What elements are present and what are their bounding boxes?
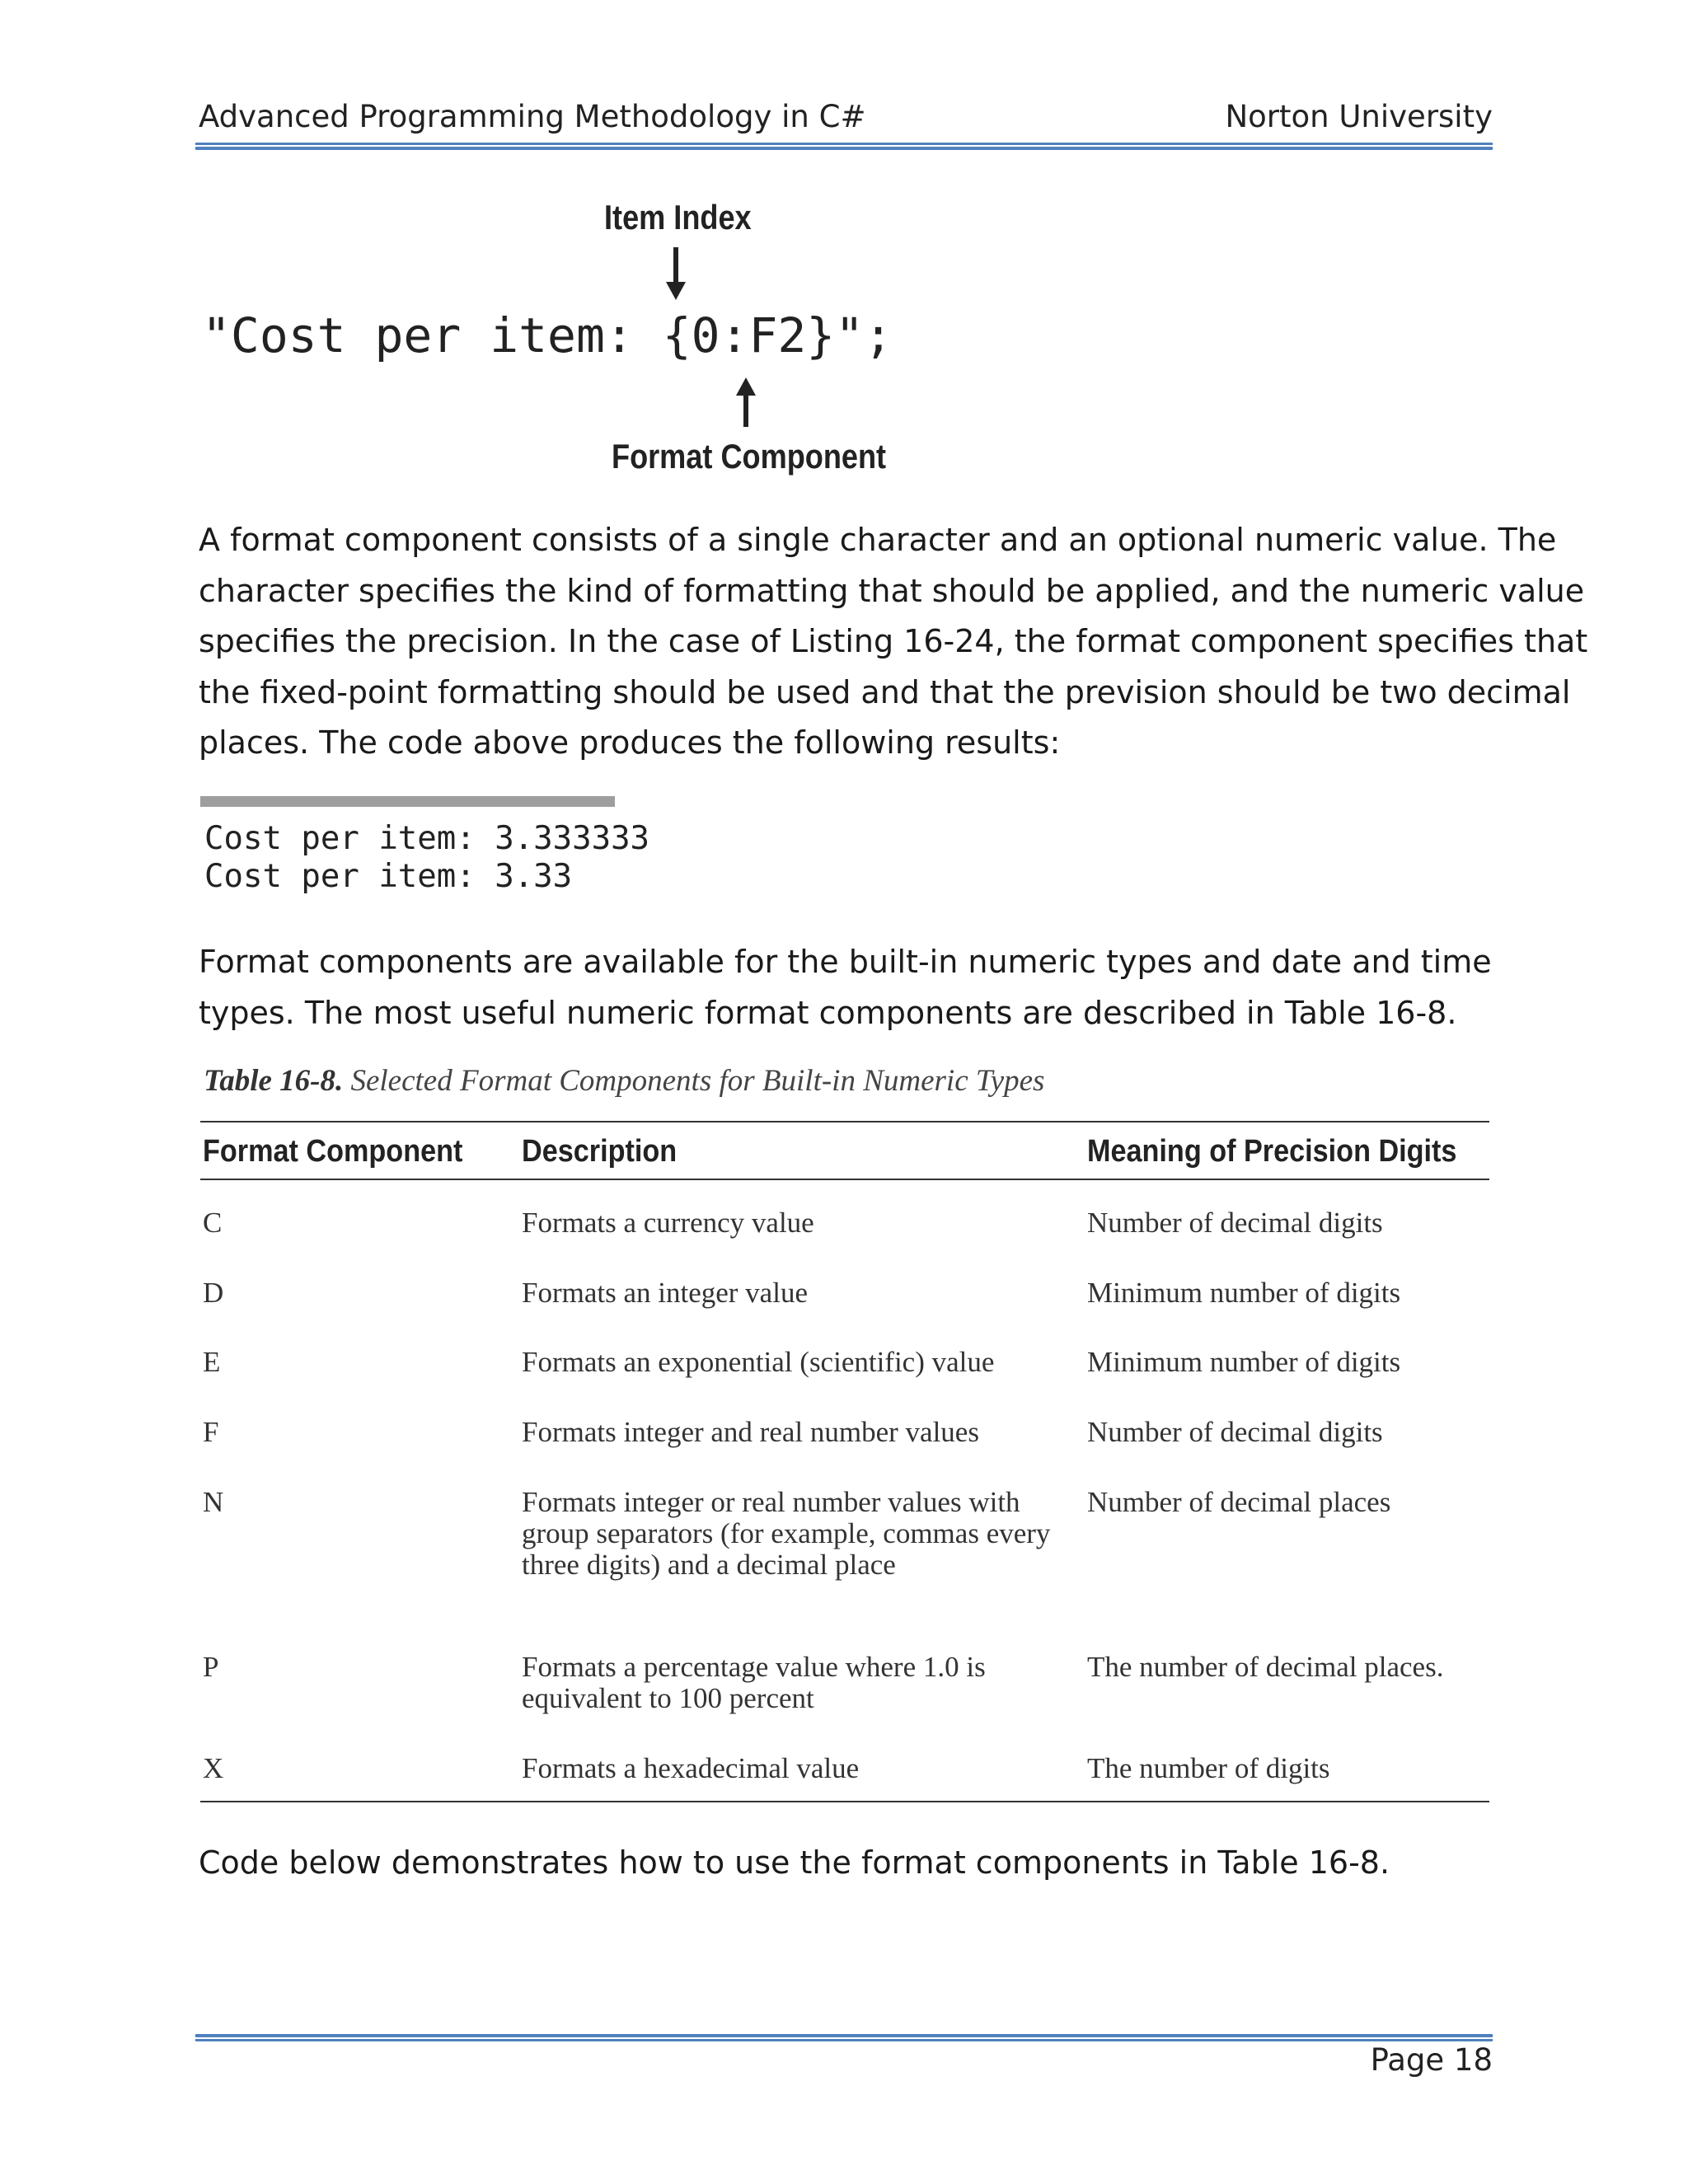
paragraph-line: the fixed-point formatting should be used and that the prevision should be two decimal xyxy=(199,673,1571,710)
table-cell-precision: The number of digits xyxy=(1087,1752,1330,1784)
table-header-precision: Meaning of Precision Digits xyxy=(1087,1134,1457,1169)
table-top-rule xyxy=(200,1121,1489,1122)
table-cell-code: E xyxy=(203,1346,221,1378)
table-caption xyxy=(204,1063,1044,1099)
paragraph-line: Code below demonstrates how to use the format components in Table 16-8. xyxy=(199,1844,1390,1881)
table-cell-description: Formats integer and real number values xyxy=(522,1416,979,1448)
console-line: Cost per item: 3.33 xyxy=(204,858,573,895)
table-cell-code: X xyxy=(203,1752,224,1784)
table-cell-description: Formats a currency value xyxy=(522,1207,814,1239)
table-caption-label: Table 16-8. xyxy=(204,1064,344,1098)
paragraph-code-below xyxy=(199,1838,1501,1889)
figure-format-string: "Cost per item: {0:F2}"; xyxy=(202,307,893,363)
paragraph-available-types xyxy=(199,937,1501,1038)
paragraph-line: A format component consists of a single character and an optional numeric value. The xyxy=(199,522,1557,558)
table-cell-description: Formats an exponential (scientific) value xyxy=(522,1346,995,1378)
table-cell-description: Formats an integer value xyxy=(522,1277,808,1309)
table-cell-code: C xyxy=(203,1207,223,1239)
figure-format-component-label: Format Component xyxy=(612,437,887,476)
table-cell-precision: Minimum number of digits xyxy=(1087,1277,1401,1309)
paragraph-line: types. The most useful numeric format components are described in Table 16-8. xyxy=(199,994,1457,1031)
header-divider xyxy=(195,143,1493,150)
console-output xyxy=(204,820,649,896)
footer-divider xyxy=(195,2034,1493,2041)
console-line: Cost per item: 3.333333 xyxy=(204,820,650,857)
paragraph-line: specifies the precision. In the case of Listing 16-24, the format component specifies that xyxy=(199,623,1588,659)
paragraph-line: Format components are available for the built-in numeric types and date and time xyxy=(199,944,1492,980)
paragraph-format-component-intro xyxy=(199,515,1588,769)
table-cell-code: P xyxy=(203,1651,219,1683)
table-cell-precision: Number of decimal places xyxy=(1087,1486,1391,1518)
table-bottom-rule xyxy=(200,1801,1489,1802)
arrow-up-icon xyxy=(736,377,756,427)
header-document-title: Advanced Programming Methodology in C# xyxy=(199,99,866,134)
table-cell-code: F xyxy=(203,1416,219,1448)
table-cell-description: Formats a hexadecimal value xyxy=(522,1752,860,1784)
page-number: Page 18 xyxy=(1370,2042,1493,2078)
table-cell-code: D xyxy=(203,1277,224,1309)
table-cell-precision: Number of decimal digits xyxy=(1087,1207,1383,1239)
table-cell-precision: Number of decimal digits xyxy=(1087,1416,1383,1448)
table-cell-code: N xyxy=(203,1486,224,1518)
table-cell-description: Formats integer or real number values with group separators (for example, commas every three digits) and a decimal place xyxy=(522,1486,1051,1581)
paragraph-line: character specifies the kind of formatting that should be applied, and the numeric value xyxy=(199,572,1585,609)
table-cell-description: Formats a percentage value where 1.0 is equivalent to 100 percent xyxy=(522,1651,986,1714)
table-header-format-component: Format Component xyxy=(203,1134,463,1169)
table-header-description: Description xyxy=(522,1134,678,1169)
header-institution: Norton University xyxy=(1225,99,1493,134)
table-cell-precision: The number of decimal places. xyxy=(1087,1651,1444,1683)
figure-item-index-label: Item Index xyxy=(604,198,752,237)
table-header-rule xyxy=(200,1179,1489,1180)
console-output-bar xyxy=(200,796,615,807)
paragraph-line: places. The code above produces the following results: xyxy=(199,724,1061,761)
table-caption-text: Selected Format Components for Built-in Numeric Types xyxy=(350,1064,1045,1098)
table-cell-precision: Minimum number of digits xyxy=(1087,1346,1401,1378)
arrow-down-icon xyxy=(666,247,686,302)
